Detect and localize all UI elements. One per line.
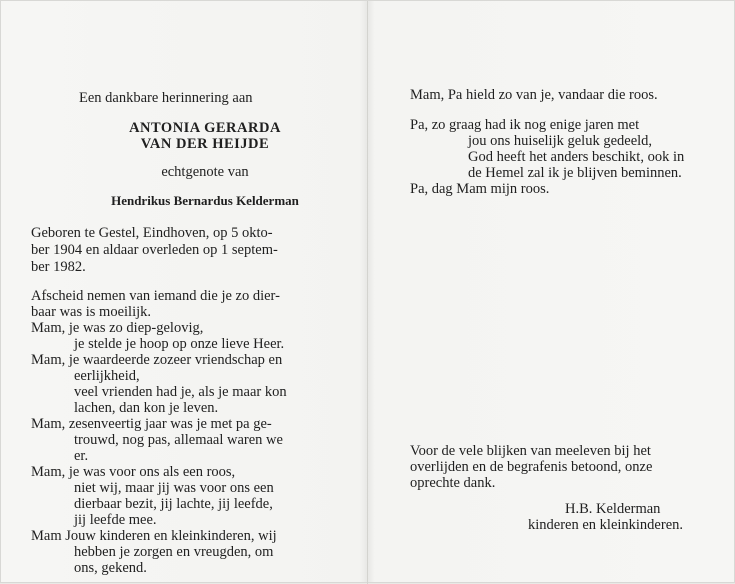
thanks-line: oprechte dank. <box>410 475 496 491</box>
verse-line: jou ons huiselijk geluk gedeeld, <box>468 133 653 149</box>
intro-text: Een dankbare herinnering aan <box>79 90 253 106</box>
birth-line-3: ber 1982. <box>31 259 86 275</box>
poem-line: hebben je zorgen en vreugden, om <box>74 544 274 560</box>
deceased-name-line2: VAN DER HEIJDE <box>140 136 270 152</box>
verse-line: Pa, dag Mam mijn roos. <box>410 181 550 197</box>
birth-line-2: ber 1904 en aldaar overleden op 1 septem- <box>31 242 278 258</box>
poem-line: er. <box>74 448 89 464</box>
poem-line: Mam, je waardeerde zozeer vriendschap en <box>31 352 283 368</box>
verse-line: Mam, Pa hield zo van je, vandaar die roos. <box>410 87 658 103</box>
signature-family: kinderen en kleinkinderen. <box>528 517 684 533</box>
birth-line-1: Geboren te Gestel, Eindhoven, op 5 okto- <box>31 225 273 241</box>
deceased-name-line1: ANTONIA GERARDA <box>129 120 281 136</box>
poem-line: baar was is moeilijk. <box>31 304 152 320</box>
poem-line: eerlijkheid, <box>74 368 140 384</box>
signature-name: H.B. Kelderman <box>565 501 661 517</box>
poem-line: Afscheid nemen van iemand die je zo dier- <box>31 288 280 304</box>
verse-line: Pa, zo graag had ik nog enige jaren met <box>410 117 640 133</box>
poem-line: je stelde je hoop op onze lieve Heer. <box>74 336 285 352</box>
thanks-line: overlijden en de begrafenis betoond, onze <box>410 459 653 475</box>
spouse-intro: echtgenote van <box>161 164 249 180</box>
poem-line: jij leefde mee. <box>74 512 157 528</box>
verse-line: God heeft het anders beschikt, ook in <box>468 149 685 165</box>
poem-line: trouwd, nog pas, allemaal waren we <box>74 432 283 448</box>
poem-line: Mam, zesenveertig jaar was je met pa ge- <box>31 416 272 432</box>
poem-line: Mam, je was voor ons als een roos, <box>31 464 236 480</box>
poem-line: Mam, je was zo diep-gelovig, <box>31 320 204 336</box>
poem-line: ons, gekend. <box>74 560 147 576</box>
poem-line: dierbaar bezit, jij lachte, jij leefde, <box>74 496 273 512</box>
poem-line: niet wij, maar jij was voor ons een <box>74 480 274 496</box>
poem-line: lachen, dan kon je leven. <box>74 400 219 416</box>
verse-line: de Hemel zal ik je blijven beminnen. <box>468 165 682 181</box>
card-fold-line <box>367 1 368 584</box>
poem-line: Mam Jouw kinderen en kleinkinderen, wij <box>31 528 277 544</box>
thanks-line: Voor de vele blijken van meeleven bij het <box>410 443 651 459</box>
spouse-name: Hendrikus Bernardus Kelderman <box>111 193 299 208</box>
poem-line: veel vrienden had je, als je maar kon <box>74 384 287 400</box>
